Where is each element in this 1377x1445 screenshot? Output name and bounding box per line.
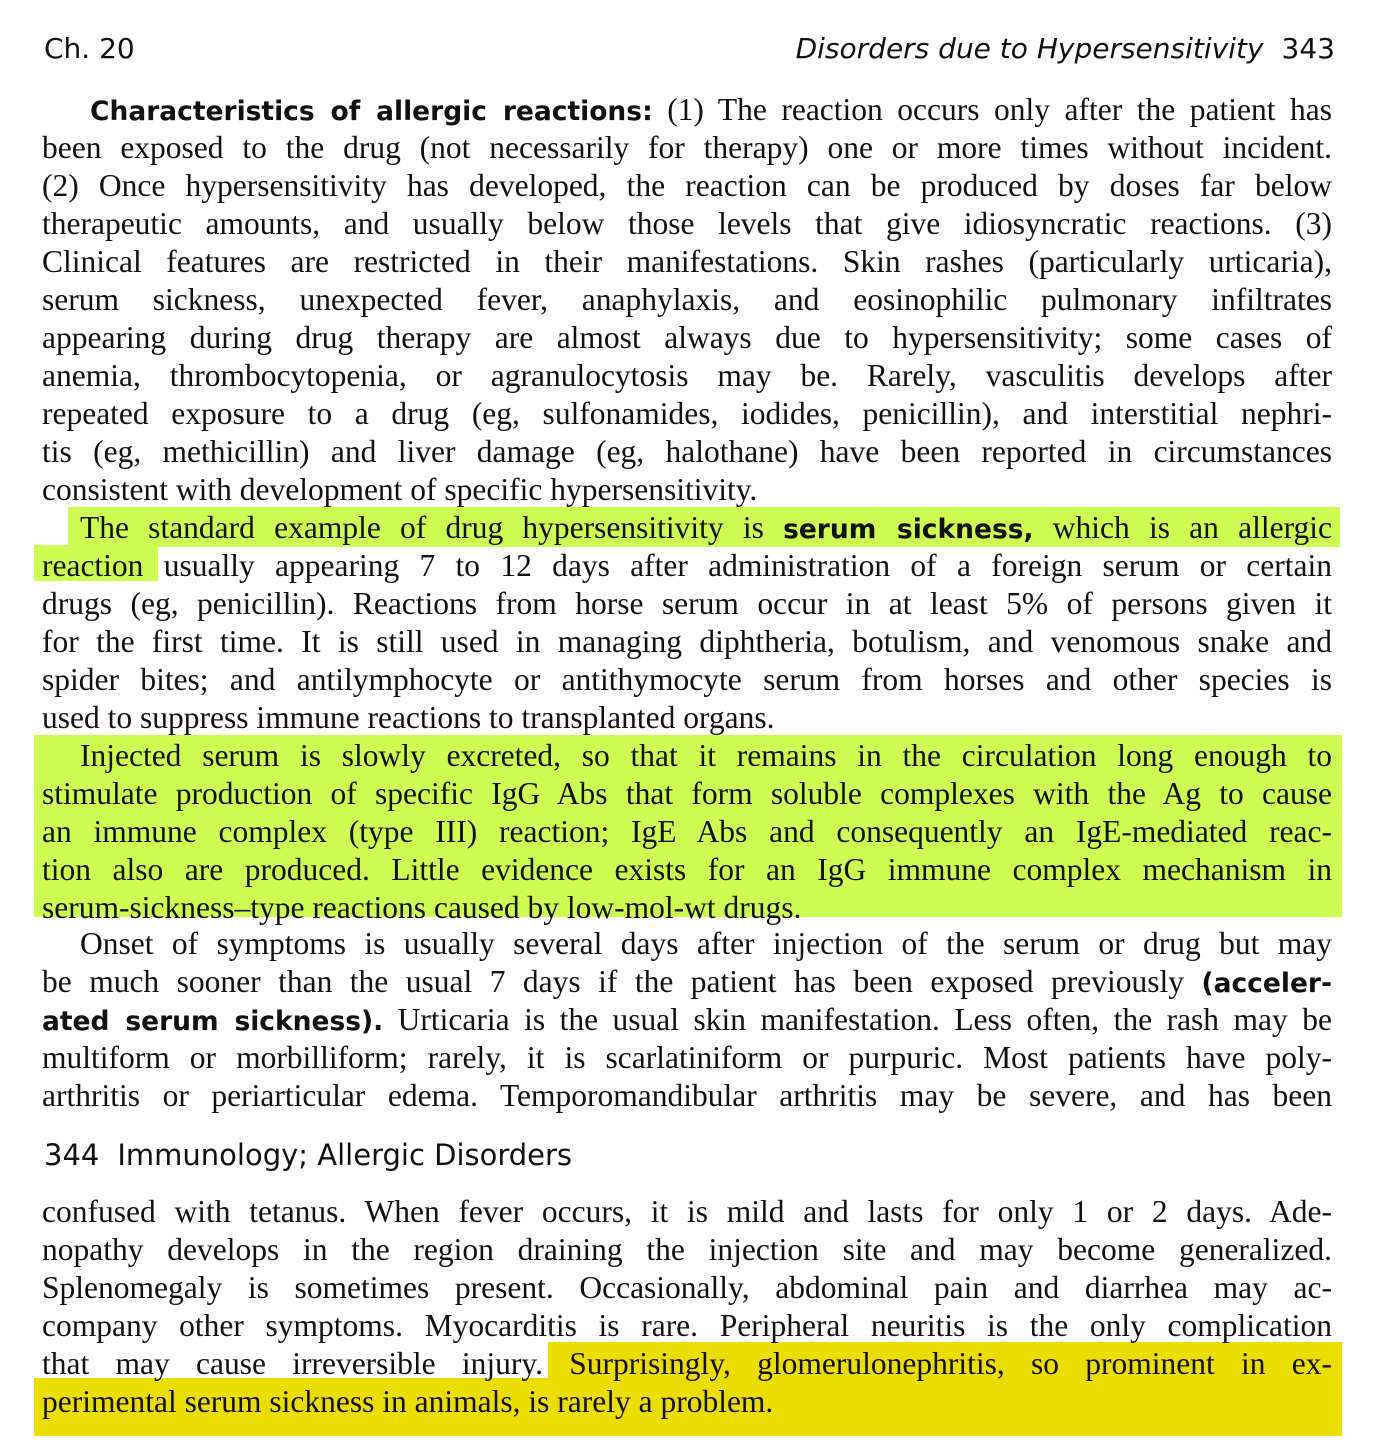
text-run: The standard example of drug hypersensitivity is <box>80 510 784 545</box>
text-line: tis (eg, methicillin) and liver damage (eg, halothane) have been reported in circumstances <box>42 434 1332 469</box>
text-line: repeated exposure to a drug (eg, sulfonamides, iodides, penicillin), and interstitial nephri- <box>42 396 1332 431</box>
page-number: 343 <box>1281 32 1335 65</box>
text-line: serum sickness, unexpected fever, anaphylaxis, and eosinophilic pulmonary infiltrates <box>42 282 1332 317</box>
text-line: anemia, thrombocytopenia, or agranulocytosis may be. Rarely, vasculitis develops after <box>42 358 1332 393</box>
text-run: Urticaria is the usual skin manifestation. Less often, the rash may be <box>383 1002 1332 1037</box>
bold-term: serum sickness, <box>783 514 1034 545</box>
text-line: appearing during drug therapy are almost always due to hypersensitivity; some cases of <box>42 320 1332 355</box>
text-line: Injected serum is slowly excreted, so that it remains in the circulation long enough to <box>80 738 1332 773</box>
text-run: (1) The reaction occurs only after the patient has <box>652 92 1332 127</box>
text-line: (2) Once hypersensitivity has developed, the reaction can be produced by doses far below <box>42 168 1332 203</box>
text-line: nopathy develops in the region draining the injection site and may become generalized. <box>42 1232 1332 1267</box>
text-line: arthritis or periarticular edema. Temporomandibular arthritis may be severe, and has been <box>42 1078 1332 1113</box>
text-line: spider bites; and antilymphocyte or antithymocyte serum from horses and other species is <box>42 662 1332 697</box>
run-in-heading: Characteristics of allergic reactions: <box>90 96 653 127</box>
text-line: therapeutic amounts, and usually below those levels that give idiosyncratic reactions. (3) <box>42 206 1332 241</box>
text-line: that may cause irreversible injury. Surprisingly, glomerulonephritis, so prominent in ex- <box>42 1346 1332 1381</box>
text-line: serum-sickness–type reactions caused by low-mol-wt drugs. <box>42 890 802 925</box>
text-line <box>90 92 1332 128</box>
section-title: Immunology; Allergic Disorders <box>117 1138 573 1172</box>
text-line: an immune complex (type III) reaction; IgE Abs and consequently an IgE-mediated reac- <box>42 814 1332 849</box>
text-line: drugs (eg, penicillin). Reactions from horse serum occur in at least 5% of persons given it <box>42 586 1332 621</box>
text-line <box>42 1002 1332 1038</box>
text-line: Splenomegaly is sometimes present. Occasionally, abdominal pain and diarrhea may ac- <box>42 1270 1332 1305</box>
bold-term: ated serum sickness). <box>42 1006 384 1037</box>
text-line: multiform or morbilliform; rarely, it is scarlatiniform or purpuric. Most patients have poly- <box>42 1040 1332 1075</box>
text-line <box>80 510 1332 546</box>
text-line: confused with tetanus. When fever occurs, it is mild and lasts for only 1 or 2 days. Ade- <box>42 1194 1332 1229</box>
text-run: be much sooner than the usual 7 days if the patient has been exposed previously <box>42 964 1202 999</box>
text-line: stimulate production of specific IgG Abs that form soluble complexes with the Ag to cause <box>42 776 1332 811</box>
text-line: company other symptoms. Myocarditis is rare. Peripheral neuritis is the only complication <box>42 1308 1332 1343</box>
running-header <box>796 32 1335 65</box>
text-line <box>42 964 1332 1000</box>
text-line: Onset of symptoms is usually several days after injection of the serum or drug but may <box>80 926 1332 961</box>
section-page-number: 344 <box>44 1138 100 1172</box>
text-line: tion also are produced. Little evidence exists for an IgG immune complex mechanism in <box>42 852 1332 887</box>
text-line: consistent with development of specific hypersensitivity. <box>42 472 758 507</box>
text-line: used to suppress immune reactions to transplanted organs. <box>42 700 775 735</box>
text-line: Clinical features are restricted in their manifestations. Skin rashes (particularly urticaria), <box>42 244 1332 279</box>
section-header <box>44 1138 572 1172</box>
text-line: been exposed to the drug (not necessarily for therapy) one or more times without incident. <box>42 130 1332 165</box>
text-run: which is an allergic <box>1033 510 1332 545</box>
page-title: Disorders due to Hypersensitivity <box>795 32 1264 65</box>
text-line: for the first time. It is still used in managing diphtheria, botulism, and venomous snake and <box>42 624 1332 659</box>
chapter-label: Ch. 20 <box>44 32 135 65</box>
text-line: reaction usually appearing 7 to 12 days after administration of a foreign serum or certain <box>42 548 1332 583</box>
text-line: perimental serum sickness in animals, is rarely a problem. <box>42 1384 774 1419</box>
bold-term: (acceler- <box>1201 968 1332 999</box>
